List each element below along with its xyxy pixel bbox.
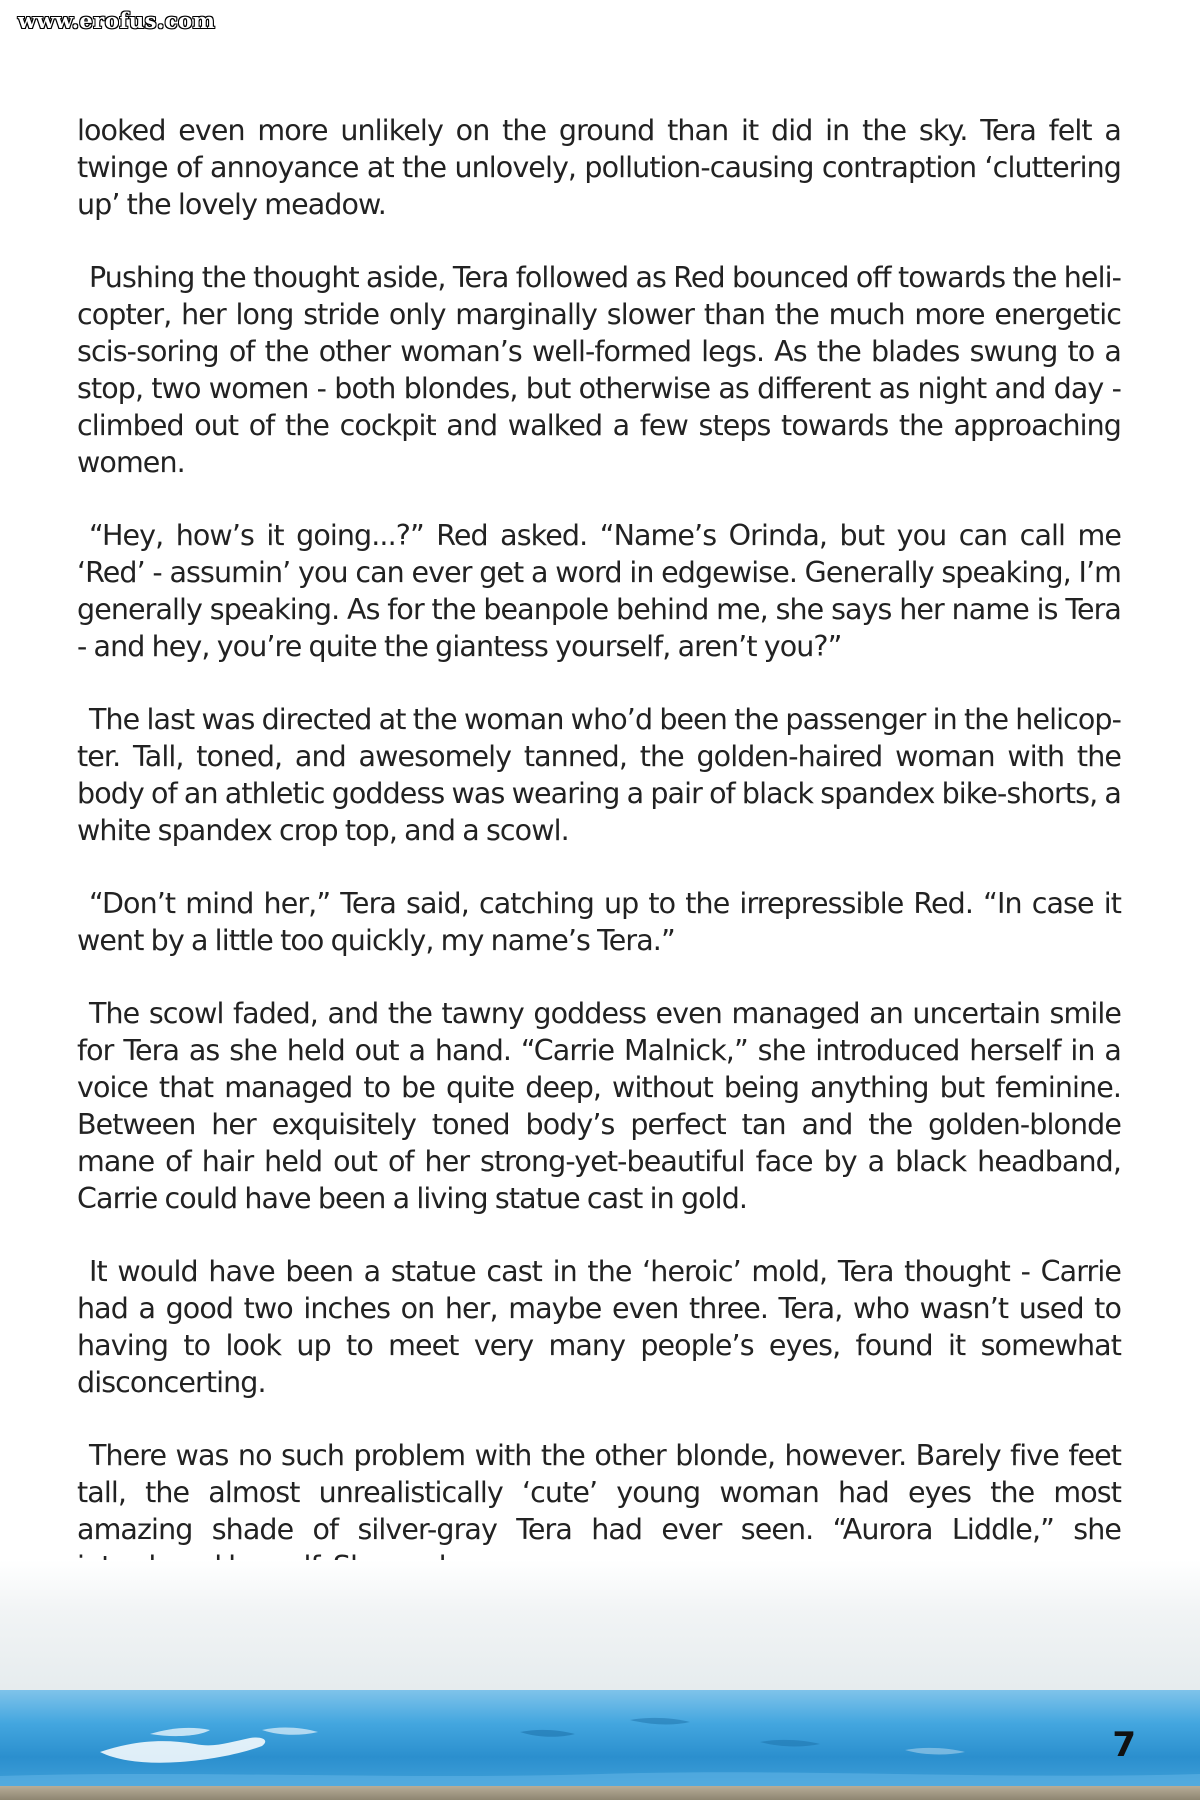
- paragraph-2: Pushing the thought aside, Tera followed as Red bounced off towards the heli-copter, her long stride only marginally slower than the much more energetic scis-soring of the other woman’s well-formed legs. As the blades swung to a stop, two women - both blondes, but otherwise as different as night and day - climbed out of the cockpit and walked a few steps towards the approaching women.: [77, 261, 1121, 479]
- wave-foam-graphic: [0, 1690, 1200, 1786]
- paragraph-3: “Hey, how’s it going...?” Red asked. “Name’s Orinda, but you can call me ‘Red’ - assumin’ you can ever get a word in edgewise. Generally speaking, I’m generally speaking. As for the beanpole behind me, she says her name is Tera - and hey, you’re quite the giantess yourself, aren’t you?”: [77, 519, 1121, 663]
- footer-sand: [0, 1786, 1200, 1800]
- paragraph-5: “Don’t mind her,” Tera said, catching up to the irrepressible Red. “In case it went by a little too quickly, my name’s Tera.”: [77, 887, 1121, 957]
- paragraph-1: looked even more unlikely on the ground than it did in the sky. Tera felt a twinge of annoyance at the unlovely, pollution-causing contraption ‘cluttering up’ the lovely meadow.: [77, 114, 1121, 221]
- paragraph-8: There was no such problem with the other blonde, however. Barely five feet tall, the almost unrealistically ‘cute’ young woman had eyes the most amazing shade of silver-gray Tera had ever seen. “Aurora Liddle,” she: [77, 1439, 1121, 1546]
- paragraph-7: It would have been a statue cast in the ‘heroic’ mold, Tera thought - Carrie had a good two inches on her, maybe even three. Tera, who wasn’t used to having to look up to meet very many people’s eyes, found it somewhat disconcerting.: [77, 1255, 1121, 1399]
- page-number: 7: [1112, 1725, 1136, 1765]
- footer-beach-banner: [0, 1560, 1200, 1800]
- story-text: [77, 112, 1121, 1585]
- footer-haze: [0, 1560, 1200, 1690]
- paragraph-6: The scowl faded, and the tawny goddess even managed an uncertain smile for Tera as she held out a hand. “Carrie Malnick,” she introduced herself in a voice that managed to be quite deep, without being anything but feminine. Between her exquisitely toned body’s perfect tan and the golden-blonde mane of hair held out of her strong-yet-beautiful face by a black headband, Carrie could have been a living statue cast in gold.: [77, 997, 1121, 1215]
- footer-sea: [0, 1690, 1200, 1786]
- site-watermark: www.erofus.com: [18, 8, 216, 33]
- paragraph-4: The last was directed at the woman who’d been the passenger in the helicop-ter. Tall, toned, and awesomely tanned, the golden-haired woman with the body of an athletic goddess was wearing a pair of black spandex bike-shorts, a white spandex crop top, and a scowl.: [77, 703, 1121, 847]
